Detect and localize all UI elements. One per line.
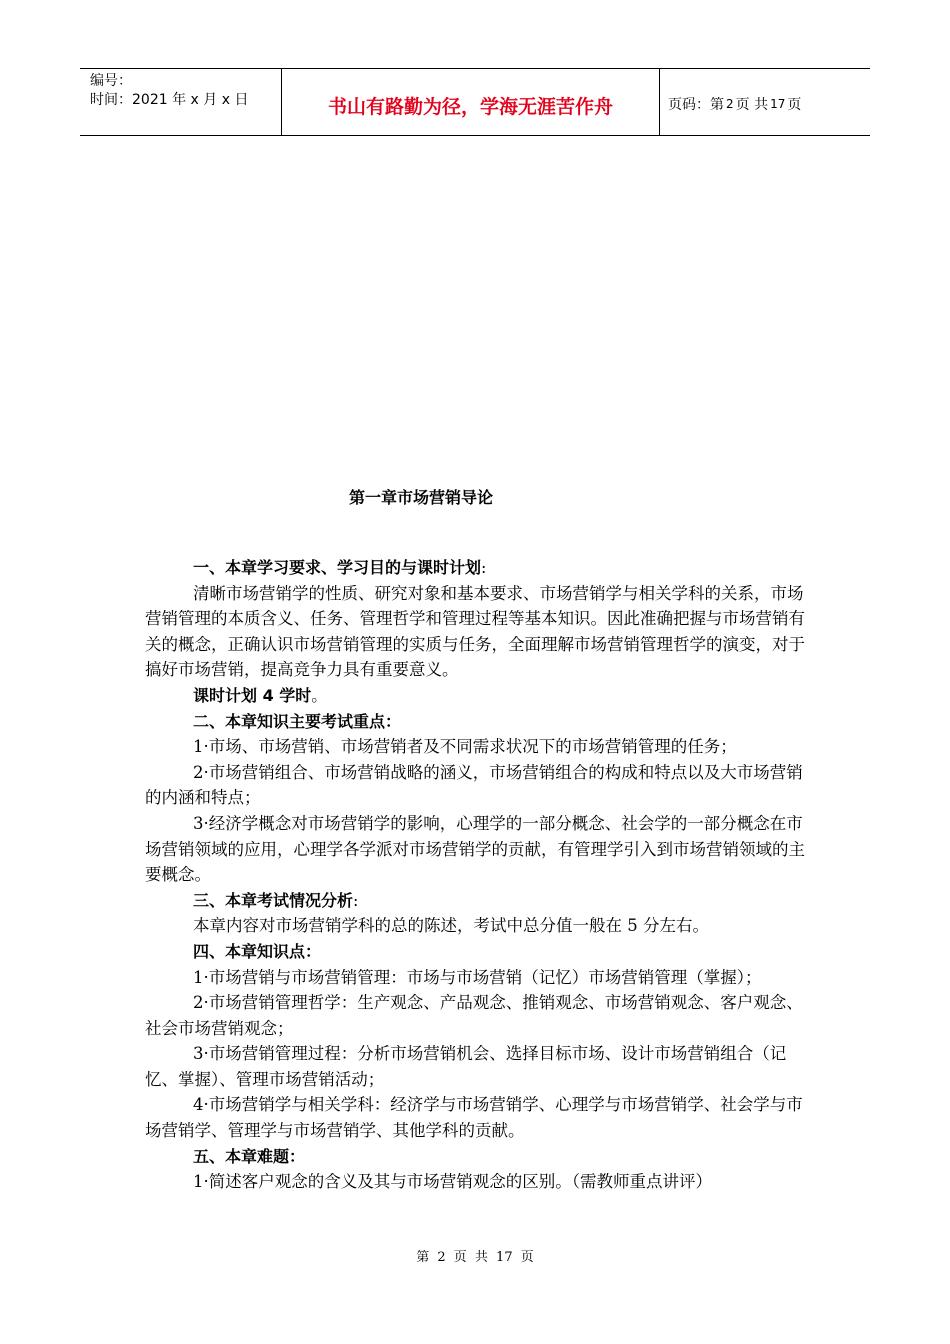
page-middle: 页 共 [735,97,769,113]
list-item: 1·市场营销与市场营销管理：市场与市场营销（记忆）市场营销管理（掌握）； [193,967,762,987]
page-current: 2 [726,97,734,111]
list-item: 3·经济学概念对市场营销学的影响，心理学的一部分概念、社会学的一部分概念在市场营销领域的应用，心理学各学派对市场营销学的贡献，有管理学引入到市场营销领域的主要概念。 [145,813,805,885]
paragraph: 清晰市场营销学的性质、研究对象和基本要求、市场营销学与相关学科的关系，市场营销管理的本质含义、任务、管理哲学和管理过程等基本知识。因此准确把握与市场营销有关的概念，正确认识市场营销管理的实质与任务，全面理解市场营销管理哲学的演变，对于搞好市场营销，提高竞争力具有重要意义。 [145,583,805,680]
section-heading: 五、本章难题： [193,1146,306,1166]
section-heading [145,888,809,914]
class-plan-text: 课时计划 4 学时 [193,685,312,705]
list-item: 2·市场营销管理哲学：生产观念、产品观念、推销观念、市场营销观念、客户观念、社会市场营销观念； [145,993,803,1038]
list-item: 2·市场营销组合、市场营销战略的涵义，市场营销组合的构成和特点以及大市场营销的内涵和特点； [145,762,803,808]
section-heading: 二、本章知识主要考试重点： [193,711,402,731]
chapter-title: 第一章市场营销导论 [348,488,493,507]
document-body [145,555,809,1195]
list-item: 3·市场营销管理过程：分析市场营销机会、选择目标市场、设计市场营销组合（记忆、掌握）、管理市场营销活动； [145,1044,787,1089]
header-motto: 书山有路勤为径，学海无涯苦作舟 [282,69,660,135]
section-heading-tail: : [353,890,359,910]
page-header [80,68,870,136]
page-prefix: 页码：第 [668,97,724,113]
page-suffix: 页 [787,97,802,113]
list-item: 4·市场营销学与相关学科：经济学与市场营销学、心理学与市场营销学、社会学与市场营销学、管理学与市场营销学、其他学科的贡献。 [145,1095,803,1141]
section-heading-tail: : [481,558,487,577]
header-page-number [660,69,870,135]
paragraph: 本章内容对市场营销学科的总的陈述，考试中总分值一般在 5 分左右。 [193,916,709,936]
page-footer: 第 2 页 共 17 页 [416,1250,534,1265]
section-heading-text: 一、本章学习要求、学习目的与课时计划 [193,558,482,577]
section-heading: 四、本章知识点： [193,941,322,961]
header-meta-cell [80,69,282,135]
document-time-label: 时间：2021 年 x 月 x 日 [90,92,249,108]
document-number-label: 编号： [90,73,132,89]
section-heading [145,555,809,581]
page-total: 17 [770,97,786,111]
class-plan-tail: 。 [311,685,328,705]
list-item: 1·市场、市场营销、市场营销者及不同需求状况下的市场营销管理的任务； [193,737,737,757]
class-plan [145,683,809,709]
list-item: 1·简述客户观念的含义及其与市场营销观念的区别。（需教师重点讲评） [193,1172,712,1192]
section-heading-text: 三、本章考试情况分析 [193,890,354,910]
